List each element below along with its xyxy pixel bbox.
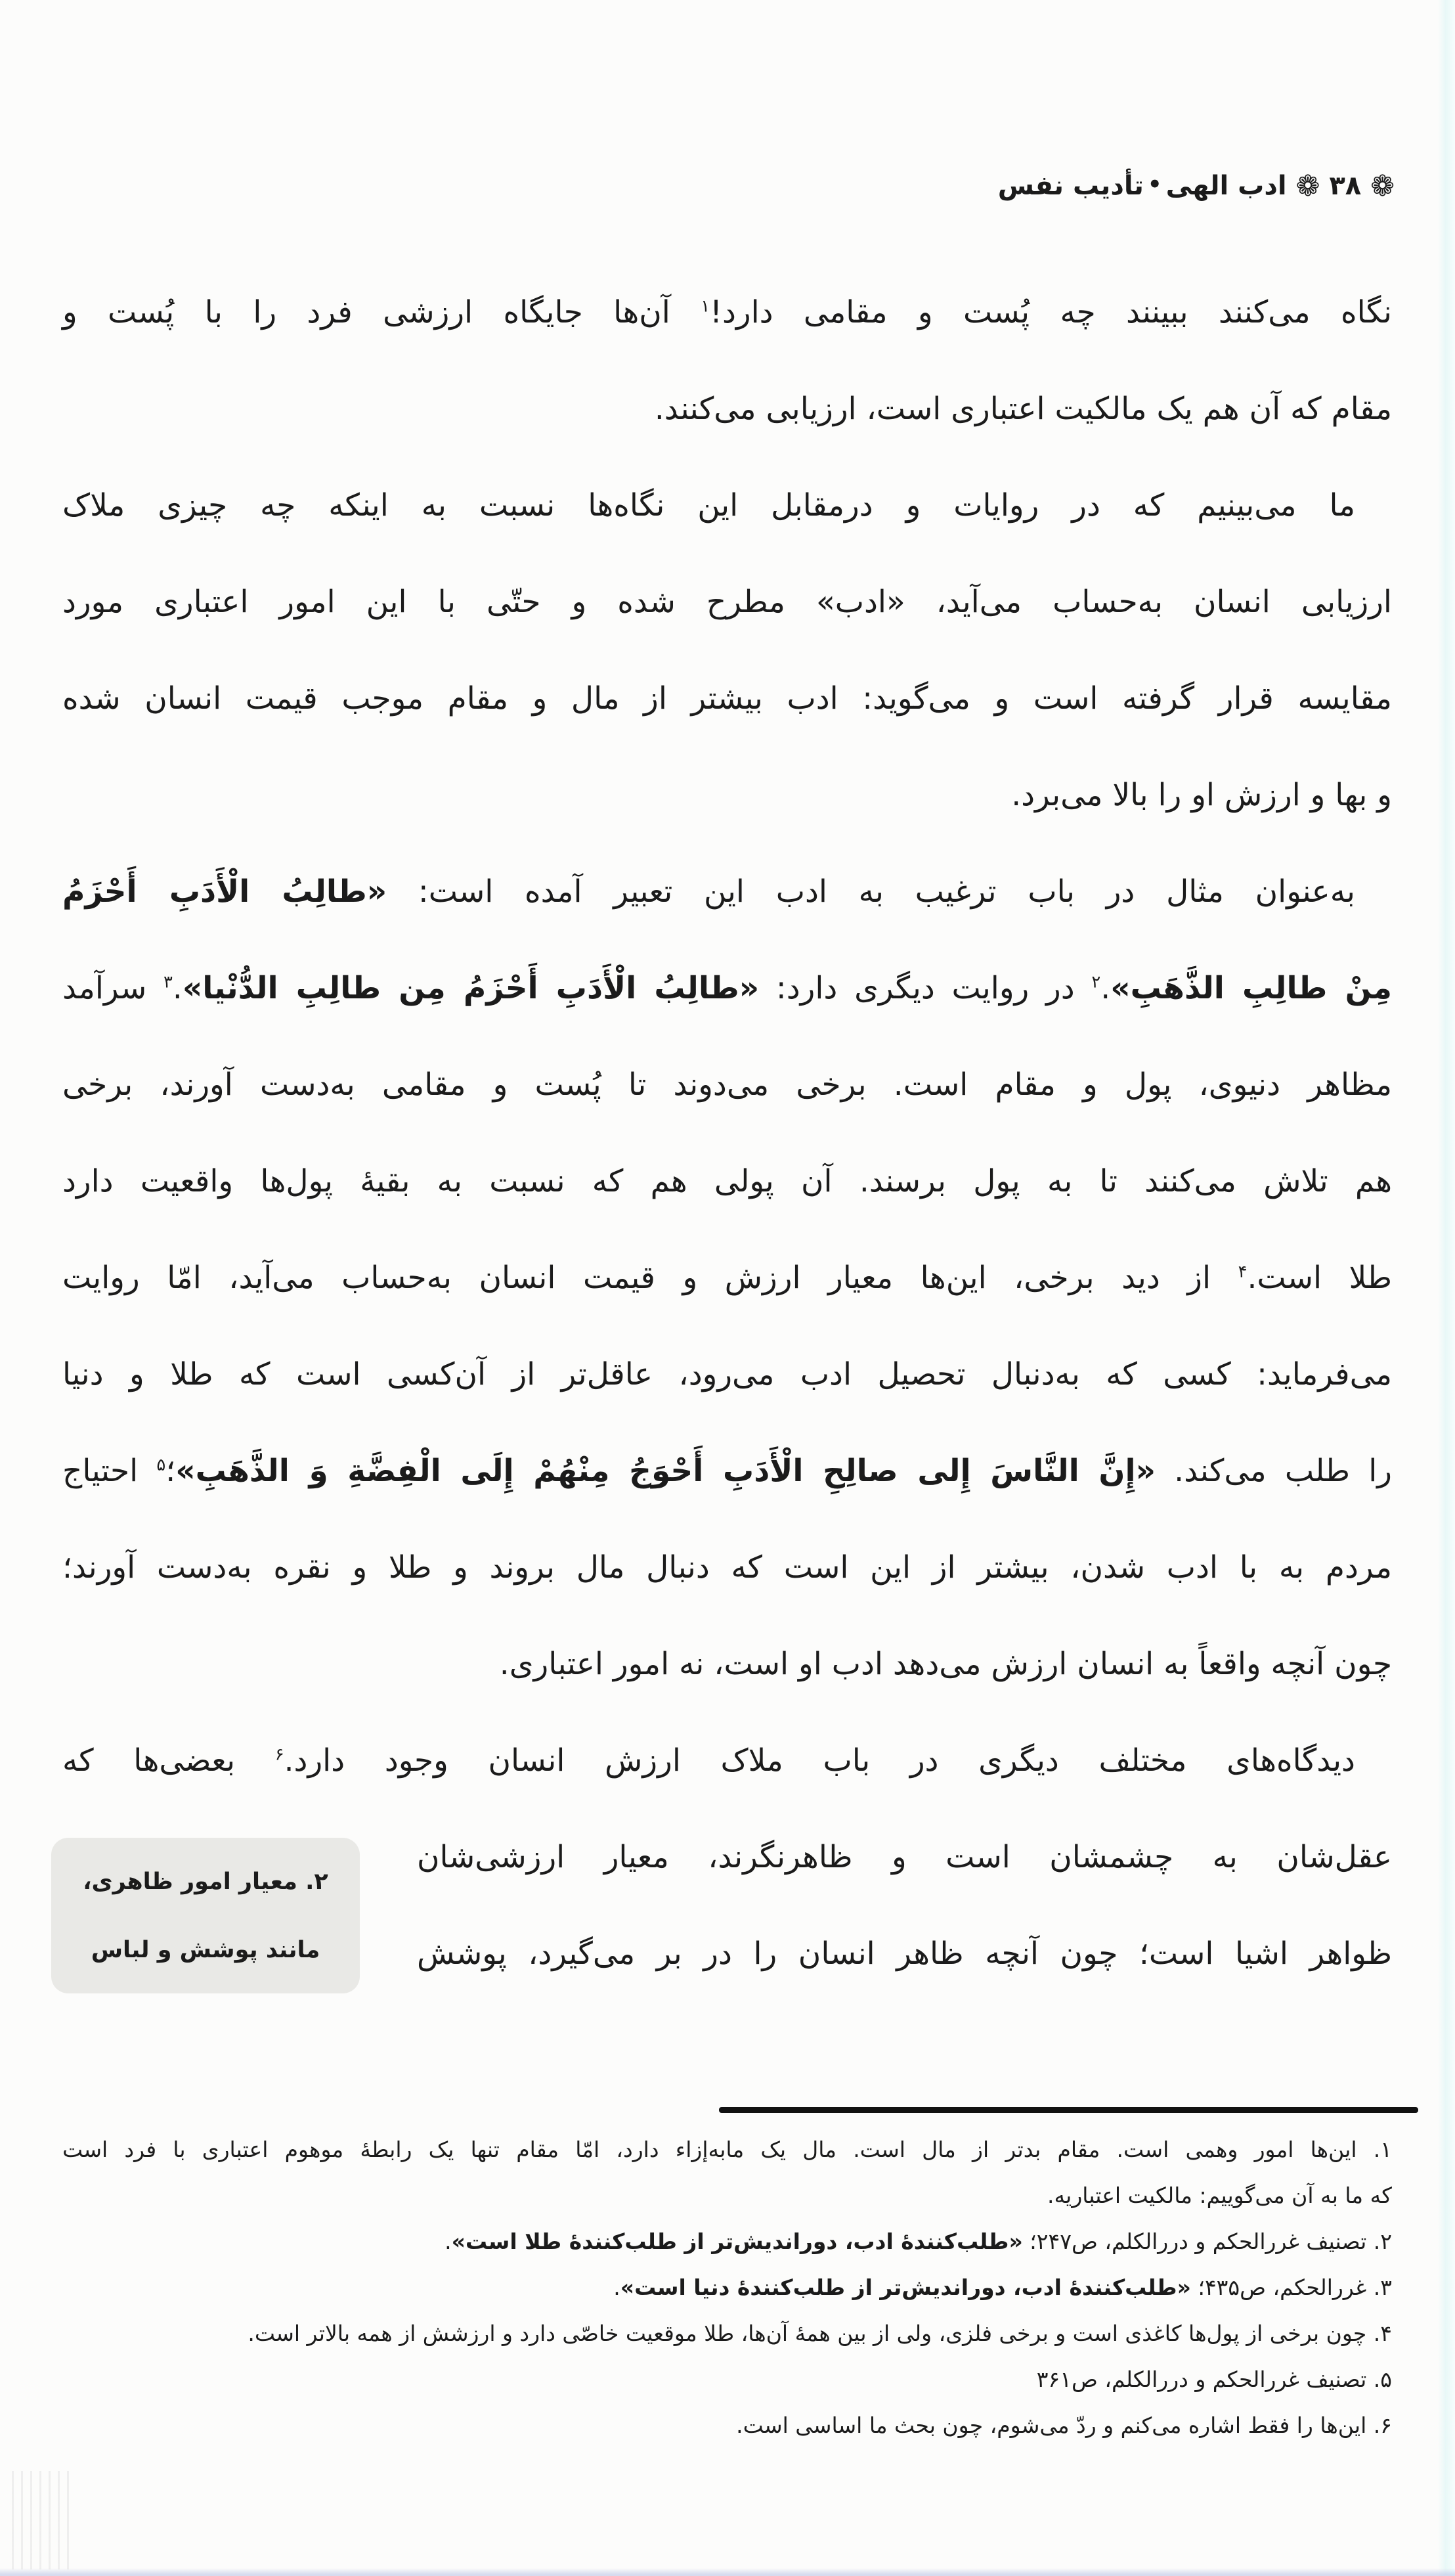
margin-note-line: مانند پوشش و لباس — [91, 1936, 320, 1963]
text-run: دیدگاه‌های مختلف دیگری در باب ملاک ارزش انسان وجود دارد. — [284, 1743, 1355, 1779]
footnote-separator — [719, 2107, 1418, 2113]
body-line — [62, 1133, 1392, 1230]
text-run: ما می‌بینیم که در روایات و درمقابل این نگاه‌ها نسبت به اینکه چه چیزی ملاک — [62, 487, 1355, 523]
text-run: می‌فرماید: کسی که به‌دنبال تحصیل ادب می‌رود، عاقل‌تر از آن‌کسی است که طلا و دنیا — [62, 1356, 1392, 1392]
text-run: مظاهر دنیوی، پول و مقام است. برخی می‌دوند تا پُست و مقامی به‌دست آورند، برخی — [62, 1067, 1392, 1103]
footnote-line — [62, 2127, 1392, 2173]
text-run: . — [445, 2229, 452, 2254]
body-line — [62, 1036, 1392, 1133]
text-run: که ما به آن می‌گوییم: مالکیت اعتباریه. — [1047, 2183, 1392, 2208]
body-line — [62, 1230, 1392, 1326]
chapter-title: تأدیب نفس — [997, 171, 1144, 201]
flower-ornament-icon: ❁ — [1370, 169, 1395, 203]
body-line — [62, 940, 1392, 1036]
text-run: نگاه می‌کنند ببینند چه پُست و مقامی دارد! — [710, 294, 1392, 330]
text-run: آن‌ها جایگاه ارزشی فرد را با پُست و — [62, 294, 701, 330]
footnote-line — [62, 2403, 1392, 2449]
footnote-ref: ۲ — [1091, 972, 1101, 992]
footnote-ref: ۴ — [1238, 1262, 1248, 1282]
footnote-ref: ۱ — [701, 296, 710, 317]
text-run: ۶. این‌ها را فقط اشاره می‌کنم و ردّ می‌شوم، چون بحث ما اساسی است. — [736, 2412, 1392, 2438]
text-run: . — [613, 2275, 620, 2300]
body-line — [62, 264, 1392, 361]
body-line — [62, 843, 1392, 940]
footnote-ref: ۶ — [274, 1744, 284, 1765]
body-line — [62, 1519, 1392, 1616]
text-run: عقل‌شان به چشمشان است و ظاهرنگرند، معیار ارزشی‌شان — [417, 1839, 1392, 1875]
page-edge-tint-bottom — [0, 2568, 1455, 2576]
text-run: ۱. این‌ها امور وهمی است. مقام بدتر از مال است. مال یک مابه‌إزاء دارد، امّا مقام تنها یک رابطهٔ موهوم اعتباری با فرد است — [62, 2137, 1392, 2162]
text-run: و بها و ارزش او را بالا می‌برد. — [1011, 777, 1392, 813]
footnote-line — [62, 2219, 1392, 2265]
body-line — [62, 1326, 1392, 1423]
body-line — [62, 361, 1392, 457]
text-run: مِنْ طالِبِ الذَّهَبِ» — [1110, 970, 1392, 1006]
text-run: . — [172, 970, 183, 1006]
text-run: «طالِبُ الْأَدَبِ أَحْزَمُ مِن طالِبِ الدُّنْیا» — [182, 970, 760, 1006]
text-run: «طالِبُ الْأَدَبِ أَحْزَمُ — [62, 874, 387, 910]
text-run: هم تلاش می‌کنند تا به پول برسند. آن پولی هم که نسبت به بقیهٔ پول‌ها واقعیت دارد — [62, 1163, 1392, 1199]
text-run: از دید برخی، این‌ها معیار ارزش و قیمت انسان به‌حساب می‌آید، امّا روایت — [62, 1260, 1238, 1296]
footnote-ref: ۵ — [156, 1455, 166, 1475]
body-text — [62, 264, 1392, 2002]
text-run: ۳. غررالحکم، ص۴۳۵؛ — [1190, 2275, 1392, 2300]
text-run: ظواهر اشیا است؛ چون آنچه ظاهر انسان را در بر می‌گیرد، پوشش — [417, 1936, 1392, 1972]
body-line — [62, 1616, 1392, 1712]
margin-note — [51, 1838, 360, 1993]
body-line — [62, 747, 1392, 843]
text-run: «طلب‌کنندهٔ ادب، دوراندیش‌تر از طلب‌کنندهٔ طلا است» — [451, 2229, 1023, 2254]
text-run: ۴. چون برخی از پول‌ها کاغذی است و برخی فلزی، ولی از بین همهٔ آن‌ها، طلا موقعیت خاصّی دارد و ارزشش از همه بالاتر است. — [248, 2321, 1392, 2346]
footnote-line — [62, 2357, 1392, 2403]
body-line — [62, 554, 1392, 650]
margin-note-line: ۲. معیار امور ظاهری، — [83, 1868, 328, 1895]
body-line — [417, 1809, 1392, 1905]
text-run: ارزیابی انسان به‌حساب می‌آید، «ادب» مطرح شده و حتّی با این امور اعتباری مورد — [62, 584, 1392, 620]
book-title: ادب الهی — [1165, 171, 1287, 201]
footnote-line — [62, 2173, 1392, 2219]
flower-ornament-icon: ❁ — [1295, 169, 1320, 203]
body-line — [417, 1905, 1392, 2002]
scan-artifact — [12, 2471, 71, 2569]
text-run: در روایت دیگری دارد: — [759, 970, 1092, 1006]
text-run: ۲. تصنیف غررالحکم و دررالکلم، ص۲۴۷؛ — [1022, 2229, 1392, 2254]
page-number: ۳۸ — [1329, 171, 1362, 201]
text-run: . — [1100, 970, 1111, 1006]
text-run: مردم به با ادب شدن، بیشتر از این است که دنبال مال بروند و طلا و نقره به‌دست آورند؛ — [62, 1549, 1392, 1586]
footnote-line — [62, 2311, 1392, 2357]
text-run: ؛ — [165, 1453, 176, 1489]
text-run: بعضی‌ها که — [62, 1743, 275, 1779]
text-run: احتیاج — [62, 1453, 157, 1489]
bullet-separator-icon: • — [1147, 171, 1162, 198]
body-line — [62, 1712, 1392, 1809]
text-run: ۵. تصنیف غررالحکم و دررالکلم، ص۳۶۱ — [1036, 2366, 1392, 2392]
footnotes — [62, 2127, 1392, 2449]
text-run: به‌عنوان مثال در باب ترغیب به ادب این تعبیر آمده است: — [387, 874, 1355, 910]
page-edge-tint-right — [1438, 0, 1455, 2576]
text-run: را طلب می‌کند. — [1155, 1453, 1392, 1489]
footnote-ref: ۳ — [163, 972, 173, 992]
body-line — [62, 1423, 1392, 1519]
text-run: «طلب‌کنندهٔ ادب، دوراندیش‌تر از طلب‌کنندهٔ دنیا است» — [620, 2275, 1191, 2300]
text-run: طلا است. — [1247, 1260, 1392, 1296]
text-run: «إِنَّ النَّاسَ إِلی صالِحِ الْأَدَبِ أَحْوَجُ مِنْهُمْ إِلَی الْفِضَّةِ وَ الذَّهَبِ» — [175, 1453, 1156, 1489]
text-run: چون آنچه واقعاً به انسان ارزش می‌دهد ادب او است، نه امور اعتباری. — [499, 1646, 1392, 1682]
body-line — [62, 457, 1392, 554]
text-run: مقام که آن هم یک مالکیت اعتباری است، ارزیابی می‌کنند. — [654, 391, 1392, 427]
text-run: سرآمد — [62, 970, 163, 1006]
text-run: مقایسه قرار گرفته است و می‌گوید: ادب بیشتر از مال و مقام موجب قیمت انسان شده — [62, 680, 1392, 717]
running-header — [998, 168, 1395, 202]
body-line — [62, 650, 1392, 747]
footnote-line — [62, 2265, 1392, 2311]
